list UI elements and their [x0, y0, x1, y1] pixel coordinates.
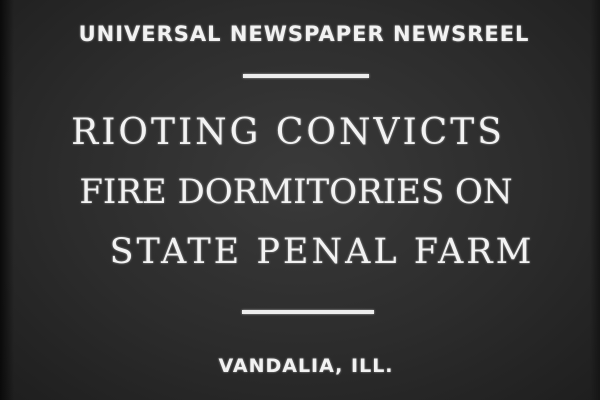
headline-line-2: FIRE DORMITORIES ON [79, 172, 513, 212]
headline-line-3: STATE PENAL FARM [109, 232, 535, 272]
producer-title: UNIVERSAL NEWSPAPER NEWSREEL [78, 22, 530, 46]
top-divider [243, 74, 369, 78]
headline-line-1: RIOTING CONVICTS [71, 112, 505, 153]
bottom-divider [242, 310, 374, 314]
location-caption: VANDALIA, ILL. [218, 355, 394, 377]
